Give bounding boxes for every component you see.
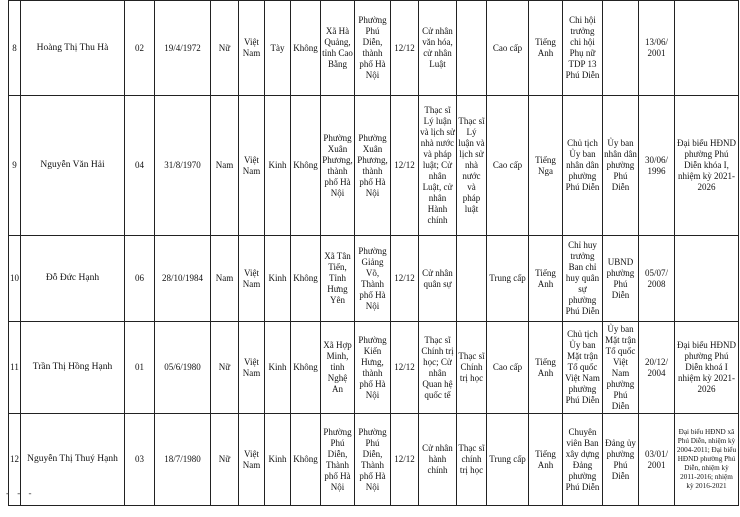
cell-professional-qualification: Cử nhân văn hóa, cử nhân Luật [419, 1, 457, 96]
cell-religion: Không [291, 414, 321, 506]
cell-full-name: Đỗ Đức Hạnh [21, 236, 125, 322]
cell-ethnicity: Kinh [265, 414, 291, 506]
cell-date-of-birth: 31/8/1970 [155, 96, 211, 236]
cell-professional-qualification: Thạc sĩ Lý luận và lịch sử nhà nước và pháp luật; Cử nhân Luật, cử nhân Hành chính [419, 96, 457, 236]
cell-position: Chủ tịch Ủy ban nhân dân phường Phú Diễn [563, 96, 603, 236]
cell-gender: Nữ [211, 322, 239, 414]
cell-foreign-language: Tiếng Nga [529, 96, 563, 236]
cell-row-number: 9 [9, 96, 21, 236]
cell-party-join-date: 30/06/ 1996 [639, 96, 675, 236]
candidate-table [8, 0, 739, 506]
cell-political-theory: Cao cấp [487, 96, 529, 236]
cell-delegate-note: Đại biểu HĐND phường Phú Diễn khóa I, nhiệm kỳ 2021-2026 [675, 96, 739, 236]
cell-nationality: Việt Nam [239, 1, 265, 96]
cell-date-of-birth: 05/6/1980 [155, 322, 211, 414]
cell-ethnicity: Kinh [265, 236, 291, 322]
cell-religion: Không [291, 236, 321, 322]
cell-electoral-unit: 03 [125, 414, 155, 506]
cell-workplace [603, 1, 639, 96]
cell-full-name: Hoàng Thị Thu Hà [21, 1, 125, 96]
cell-political-theory: Trung cấp [487, 414, 529, 506]
cell-gender: Nữ [211, 414, 239, 506]
cell-hometown: Phường Phú Diễn, Thành phố Hà Nội [321, 414, 355, 506]
cell-row-number: 12 [9, 414, 21, 506]
cell-date-of-birth: 28/10/1984 [155, 236, 211, 322]
cell-political-theory: Trung cấp [487, 236, 529, 322]
cell-gender: Nam [211, 96, 239, 236]
cell-full-name: Nguyễn Văn Hải [21, 96, 125, 236]
cell-foreign-language: Tiếng Anh [529, 236, 563, 322]
cell-row-number: 10 [9, 236, 21, 322]
table-row [9, 96, 739, 236]
cell-party-join-date: 20/12/ 2004 [639, 322, 675, 414]
cell-professional-qualification: Cử nhân quân sự [419, 236, 457, 322]
cell-religion: Không [291, 322, 321, 414]
cell-date-of-birth: 19/4/1972 [155, 1, 211, 96]
cell-workplace: Ủy ban Mặt trận Tổ quốc Việt Nam phường Phú Diễn [603, 322, 639, 414]
cell-electoral-unit: 06 [125, 236, 155, 322]
cell-residence: Phường Phú Diễn, thành phố Hà Nội [355, 1, 391, 96]
cell-residence: Phường Giảng Võ, Thành phố Hà Nội [355, 236, 391, 322]
table-row [9, 236, 739, 322]
cell-row-number: 8 [9, 1, 21, 96]
table-row [9, 414, 739, 506]
cell-academic-degree: Thạc sĩ Lý luận và lịch sử nhà nước và pháp luật [457, 96, 487, 236]
cell-general-education: 12/12 [391, 1, 419, 96]
cell-general-education: 12/12 [391, 236, 419, 322]
cell-delegate-note: Đại biểu HĐND xã Phú Diễn, nhiệm kỳ 2004-2011; Đại biểu HĐND phường Phú Diễn, nhiệm kỳ 2011-2016; nhiệm kỳ 2016-2021 [675, 414, 739, 506]
cell-general-education: 12/12 [391, 414, 419, 506]
cell-position: Chi hội trưởng chi hội Phụ nữ TDP 13 Phú Diễn [563, 1, 603, 96]
cell-hometown: Xã Tân Tiến, Tỉnh Hưng Yên [321, 236, 355, 322]
cell-nationality: Việt Nam [239, 236, 265, 322]
cell-delegate-note [675, 236, 739, 322]
cell-academic-degree [457, 236, 487, 322]
cell-workplace: UBND phường Phú Diễn [603, 236, 639, 322]
cell-electoral-unit: 04 [125, 96, 155, 236]
cell-workplace: Đảng ủy phường Phú Diễn [603, 414, 639, 506]
cell-residence: Phường Xuân Phương, thành phố Hà Nội [355, 96, 391, 236]
cell-residence: Phường Kiến Hưng, thành phố Hà Nội [355, 322, 391, 414]
cell-foreign-language: Tiếng Anh [529, 1, 563, 96]
cell-full-name: Trần Thị Hồng Hạnh [21, 322, 125, 414]
cell-row-number: 11 [9, 322, 21, 414]
cell-religion: Không [291, 1, 321, 96]
cell-ethnicity: Tày [265, 1, 291, 96]
cell-general-education: 12/12 [391, 322, 419, 414]
cell-electoral-unit: 02 [125, 1, 155, 96]
cell-hometown: Phường Xuân Phương, thành phố Hà Nội [321, 96, 355, 236]
cell-delegate-note [675, 1, 739, 96]
table-row [9, 1, 739, 96]
cell-party-join-date: 13/06/ 2001 [639, 1, 675, 96]
cell-hometown: Xã Hợp Minh, tỉnh Nghệ An [321, 322, 355, 414]
cell-political-theory: Cao cấp [487, 322, 529, 414]
cell-delegate-note: Đại biểu HĐND phường Phú Diễn khoá I nhiệm kỳ 2021-2026 [675, 322, 739, 414]
cell-nationality: Việt Nam [239, 322, 265, 414]
cell-academic-degree [457, 1, 487, 96]
cell-professional-qualification: Cử nhân hành chính [419, 414, 457, 506]
table-row [9, 322, 739, 414]
cell-ethnicity: Kinh [265, 322, 291, 414]
cell-professional-qualification: Thạc sĩ Chính trị học; Cử nhân Quan hệ quốc tế [419, 322, 457, 414]
cell-position: Chủ tịch Ủy ban Mặt trận Tổ quốc Việt Nam phường Phú Diễn [563, 322, 603, 414]
cell-position: Chuyên viên Ban xây dựng Đảng phường Phú Diễn [563, 414, 603, 506]
cell-full-name: Nguyễn Thị Thuý Hạnh [21, 414, 125, 506]
cell-ethnicity: Kinh [265, 96, 291, 236]
cell-party-join-date: 03/01/ 2001 [639, 414, 675, 506]
scan-mark: - - - [6, 488, 35, 498]
cell-nationality: Việt Nam [239, 414, 265, 506]
cell-electoral-unit: 01 [125, 322, 155, 414]
cell-date-of-birth: 18/7/1980 [155, 414, 211, 506]
cell-political-theory: Cao cấp [487, 1, 529, 96]
cell-religion: Không [291, 96, 321, 236]
cell-gender: Nữ [211, 1, 239, 96]
cell-residence: Phường Phú Diễn, Thành phố Hà Nội [355, 414, 391, 506]
cell-party-join-date: 05/07/ 2008 [639, 236, 675, 322]
cell-academic-degree: Thạc sĩ Chính trị học [457, 322, 487, 414]
cell-position: Chỉ huy trưởng Ban chỉ huy quân sự phường Phú Diễn [563, 236, 603, 322]
cell-foreign-language: Tiếng Anh [529, 322, 563, 414]
cell-gender: Nam [211, 236, 239, 322]
cell-general-education: 12/12 [391, 96, 419, 236]
cell-foreign-language: Tiếng Anh [529, 414, 563, 506]
cell-academic-degree: Thạc sĩ chính trị học [457, 414, 487, 506]
cell-hometown: Xã Hà Quảng, tỉnh Cao Bằng [321, 1, 355, 96]
cell-workplace: Ủy ban nhân dân phường Phú Diễn [603, 96, 639, 236]
cell-nationality: Việt Nam [239, 96, 265, 236]
